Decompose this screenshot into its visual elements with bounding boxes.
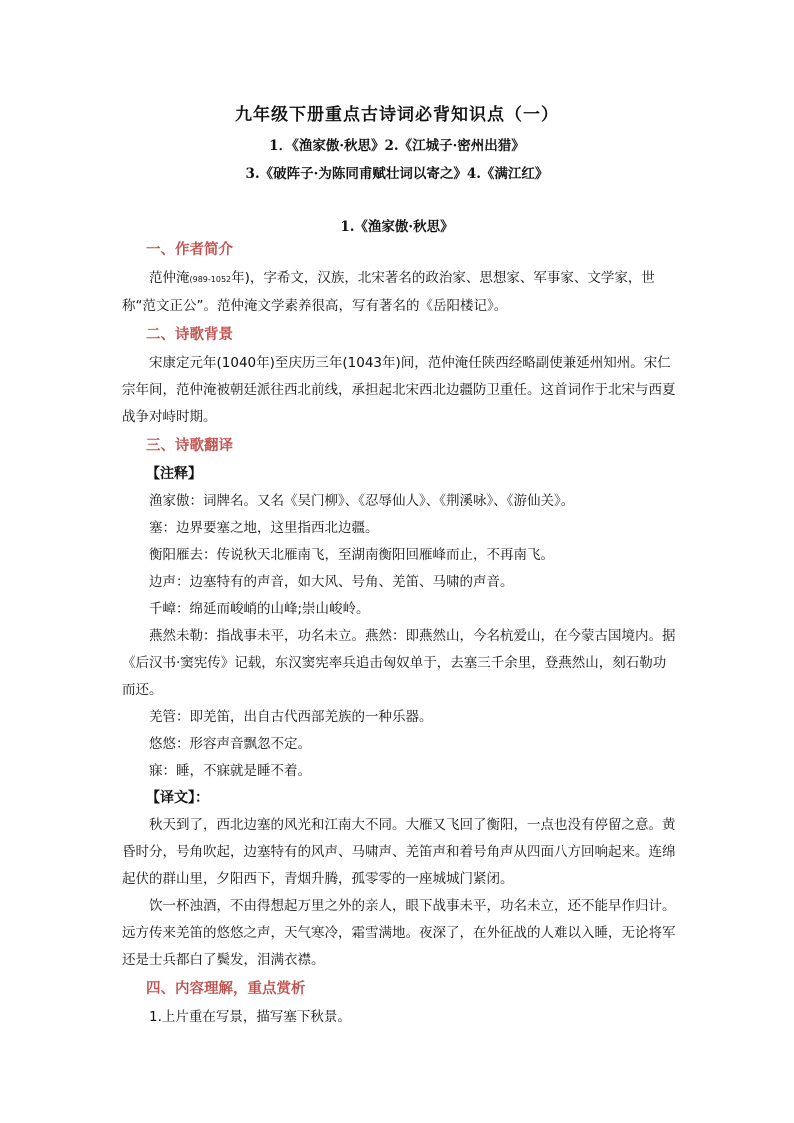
note-item: 千嶂：绵延而峻峭的山峰;崇山峻岭。	[149, 601, 370, 617]
note-item: 渔家傲：词牌名。又名《吴门柳》、《忍辱仙人》、《荆溪咏》、《游仙关》。	[149, 493, 575, 509]
yiwen-paragraph: 秋天到了，西北边塞的风光和江南大不同。大雁又飞回了衡阳，一点也没有停留之意。黄昏时分，号角吹起，边塞特有的风声、马啸声、羌笛声和着号角声从四面八方回响起来。连绵起伏的群山里，夕阳西下，青烟升腾，孤零零的一座城城门紧闭。	[122, 817, 676, 887]
author-years: (989-1052	[189, 275, 232, 284]
yiwen-label: 【译文】：	[146, 790, 209, 806]
note-item: 羌管：即羌笛，出自古代西部羌族的一种乐器。	[149, 709, 433, 725]
heading-analysis: 四、内容理解，重点赏析	[146, 981, 306, 997]
note-item: 衡阳雁去：传说秋天北雁南飞，至湖南衡阳回雁峰而止，不再南飞。	[149, 547, 554, 563]
heading-translation: 三、诗歌翻译	[146, 438, 233, 454]
notes-label: 【注释】	[146, 466, 202, 482]
note-item: 塞：边界要塞之地，这里指西北边疆。	[149, 520, 379, 536]
author-name: 范仲淹	[149, 270, 190, 286]
author-paragraph	[122, 265, 678, 320]
section-title: 1.《渔家傲·秋思》	[340, 219, 454, 235]
note-item: 燕然未勒：指战事未平，功名未立。燕然：即燕然山，今名杭爱山，在今蒙古国境内。据《后汉书·窦宪传》记载，东汉窦宪率兵追击匈奴单于，去塞三千余里，登燕然山，刻石勒功而还。	[122, 628, 676, 698]
heading-author: 一、作者简介	[146, 242, 233, 258]
subtitle-line-1: 1．《渔家傲·秋思》2.《江城子·密州出猎》	[269, 138, 525, 154]
heading-background: 二、诗歌背景	[146, 327, 233, 343]
background-paragraph: 宋康定元年(1040年)至庆历三年(1043年)间，范仲淹任陕西经略副使兼延州知州。宋仁宗年间，范仲淹被朝廷派往西北前线，承担起北宋西北边疆防卫重任。这首词作于北宋与西夏战争对峙时期。	[122, 355, 676, 425]
page-title: 九年级下册重点古诗词必背知识点（一）	[235, 105, 559, 125]
note-item: 寐：睡，不寐就是睡不着。	[149, 763, 311, 779]
yiwen-paragraph: 饮一杯浊酒，不由得想起万里之外的亲人，眼下战事未平，功名未立，还不能早作归计。远方传来羌笛的悠悠之声，天气寒冷，霜雪满地。夜深了，在外征战的人难以入睡，无论将军还是士兵都白了鬓发，泪满衣襟。	[122, 898, 676, 968]
author-text: 年)，字希文，汉族，北宋著名的政治家、思想家、军事家、文学家，世称“范文正公”。范仲淹文学素养很高，写有著名的《岳阳楼记》。	[122, 270, 655, 314]
analysis-item: 1.上片重在写景，描写塞下秋景。	[149, 1009, 351, 1025]
note-item: 边声：边塞特有的声音，如大风、号角、羌笛、马啸的声音。	[149, 574, 514, 590]
document-body	[122, 238, 678, 1031]
subtitle-line-2: 3.《破阵子·为陈同甫赋壮词以寄之》4.《满江红》	[245, 166, 549, 182]
note-item: 悠悠：形容声音飘忽不定。	[149, 736, 311, 752]
